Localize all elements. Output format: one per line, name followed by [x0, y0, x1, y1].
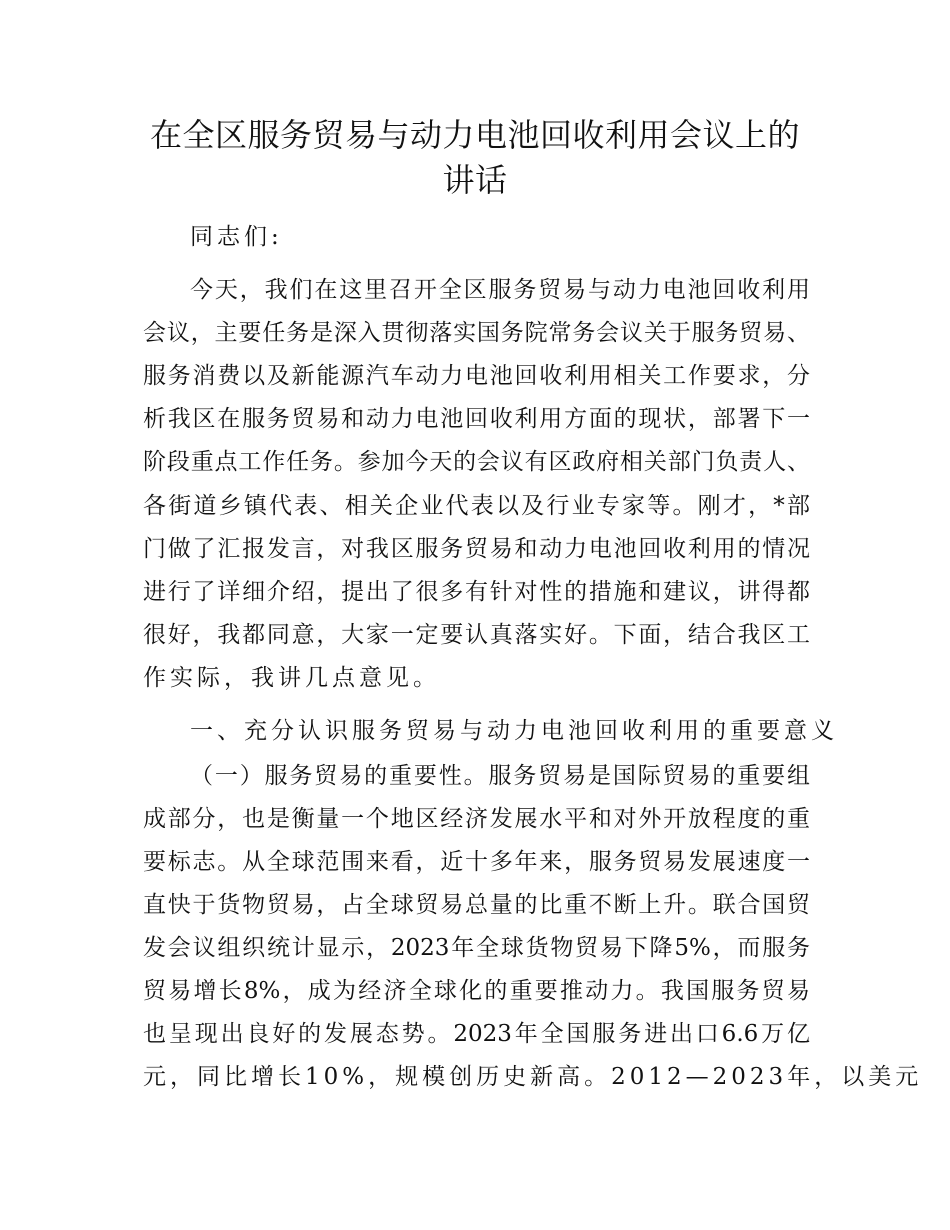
intro-paragraph-line: 进行了详细介绍，提出了很多有针对性的措施和建议，讲得都: [143, 579, 810, 605]
subsection-paragraph-line: 成部分，也是衡量一个地区经济发展水平和对外开放程度的重: [143, 806, 810, 832]
intro-paragraph-line: 析我区在服务贸易和动力电池回收利用方面的现状，部署下一: [143, 406, 810, 432]
document-title-line-1: 在全区服务贸易与动力电池回收利用会议上的: [149, 116, 800, 154]
intro-paragraph-line: 阶段重点工作任务。参加今天的会议有区政府相关部门负责人、: [143, 449, 810, 475]
subsection-paragraph-line: （一）服务贸易的重要性。服务贸易是国际贸易的重要组: [190, 763, 810, 789]
subsection-paragraph-line: 发会议组织统计显示，2023年全球货物贸易下降5%，而服务: [143, 935, 810, 961]
intro-paragraph-line: 很好，我都同意，大家一定要认真落实好。下面，结合我区工: [143, 622, 810, 648]
intro-paragraph-line: 会议，主要任务是深入贯彻落实国务院常务会议关于服务贸易、: [143, 320, 810, 346]
subsection-paragraph-line: 要标志。从全球范围来看，近十多年来，服务贸易发展速度一: [143, 849, 810, 875]
intro-paragraph-line: 服务消费以及新能源汽车动力电池回收利用相关工作要求，分: [143, 363, 810, 389]
intro-paragraph-line: 门做了汇报发言，对我区服务贸易和动力电池回收利用的情况: [143, 536, 810, 562]
intro-paragraph-line: 各街道乡镇代表、相关企业代表以及行业专家等。刚才，*部: [143, 493, 810, 519]
intro-paragraph-line: 今天，我们在这里召开全区服务贸易与动力电池回收利用: [190, 277, 810, 303]
section-heading-line: 一、充分认识服务贸易与动力电池回收利用的重要意义: [190, 718, 838, 744]
subsection-paragraph-line: 直快于货物贸易，占全球贸易总量的比重不断上升。联合国贸: [143, 892, 810, 918]
subsection-paragraph-line: 贸易增长8%，成为经济全球化的重要推动力。我国服务贸易: [143, 978, 810, 1004]
subsection-paragraph-line: 元，同比增长10%，规模创历史新高。2012—2023年，以美元: [143, 1064, 923, 1090]
intro-paragraph-line: 作实际，我讲几点意见。: [143, 665, 440, 691]
document-title-line-2: 讲话: [442, 161, 508, 199]
salutation: 同志们:: [190, 224, 283, 250]
subsection-paragraph-line: 也呈现出良好的发展态势。2023年全国服务进出口6.6万亿: [143, 1021, 810, 1047]
